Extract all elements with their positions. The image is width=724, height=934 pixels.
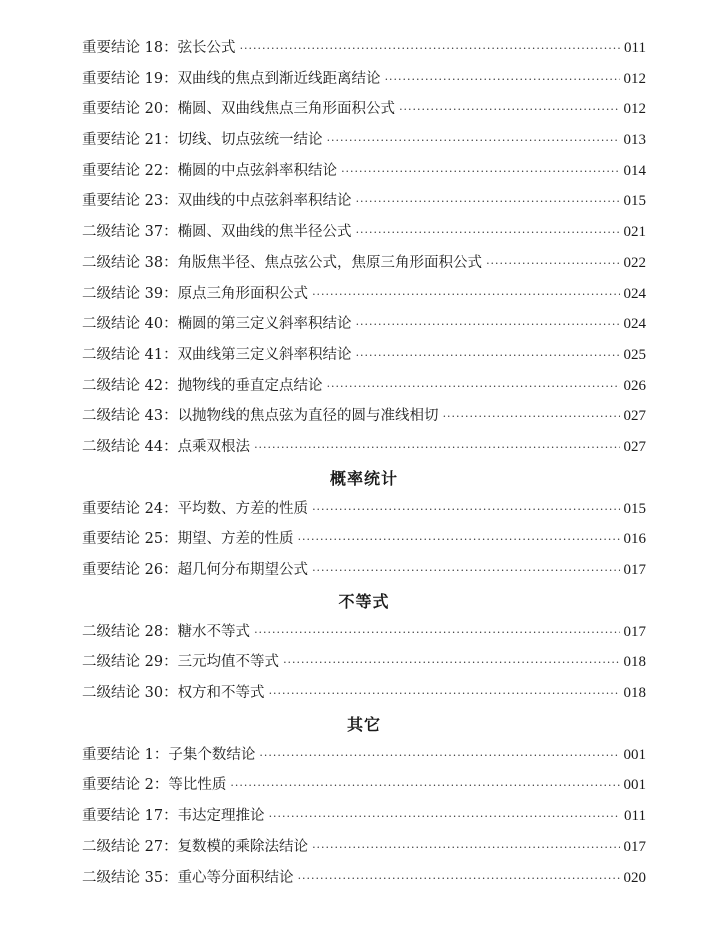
- toc-entry[interactable]: [82, 401, 646, 432]
- toc-dot-leader: [356, 341, 620, 372]
- toc-entry-separator: ：: [163, 838, 178, 855]
- toc-dot-leader: [327, 372, 620, 403]
- toc-entry[interactable]: [82, 125, 646, 156]
- toc-entry-label: 二级结论 30: [82, 685, 164, 702]
- toc-entry-label: 二级结论 40: [82, 316, 164, 333]
- toc-entry-separator: ：: [163, 654, 178, 671]
- toc-entry-separator: ：: [153, 777, 169, 794]
- toc-dot-leader: [486, 249, 619, 280]
- toc-page-number: 011: [624, 808, 646, 825]
- toc-entry-separator: ：: [163, 254, 178, 271]
- toc-entry-label: 重要结论 1: [82, 746, 154, 763]
- toc-dot-leader: [298, 525, 620, 556]
- toc-entry-label: 重要结论 18: [82, 40, 164, 56]
- toc-entry-label: 二级结论 35: [82, 869, 164, 886]
- toc-page-number: 018: [623, 654, 646, 671]
- toc-entry[interactable]: [82, 33, 646, 64]
- toc-page-number: 012: [623, 101, 646, 118]
- toc-entry-title: 重心等分面积结论: [177, 869, 294, 886]
- toc-entry-separator: ：: [163, 346, 178, 363]
- toc-entry[interactable]: [82, 64, 646, 95]
- toc-dot-leader: [298, 864, 620, 895]
- toc-entry-title: 抛物线的垂直定点结论: [177, 377, 323, 394]
- toc-page-number: 024: [623, 316, 646, 333]
- toc-entry-title: 等比性质: [168, 777, 227, 794]
- toc-entry[interactable]: [82, 156, 646, 187]
- toc-entry-title: 期望、方差的性质: [177, 531, 294, 548]
- toc-dot-leader: [443, 402, 620, 433]
- toc-entry-separator: ：: [163, 808, 178, 825]
- toc-dot-leader: [240, 34, 620, 65]
- toc-entry-separator: ：: [163, 531, 178, 548]
- toc-entry[interactable]: [82, 678, 646, 709]
- toc-entry-label: 二级结论 44: [82, 438, 164, 455]
- toc-page-number: 017: [623, 623, 646, 640]
- toc-entry[interactable]: [82, 494, 646, 525]
- toc-entry-title: 复数模的乘除法结论: [177, 838, 309, 855]
- toc-entry-label: 二级结论 27: [82, 838, 164, 855]
- toc-page-number: 027: [623, 438, 646, 455]
- toc-entry-label: 二级结论 42: [82, 377, 164, 394]
- toc-entry-title: 切线、切点弦统一结论: [177, 132, 323, 149]
- toc-entry-separator: ：: [163, 40, 178, 56]
- toc-page-number: 017: [623, 562, 646, 578]
- toc-entry-title: 三元均值不等式: [177, 654, 280, 671]
- toc-page-number: 013: [623, 132, 646, 149]
- toc-dot-leader: [230, 771, 619, 802]
- toc-page-number: 014: [623, 162, 646, 179]
- toc-entry-separator: ：: [163, 438, 178, 455]
- toc-entry-separator: ：: [163, 685, 178, 702]
- toc-page-number: 015: [623, 193, 646, 210]
- toc-entry-label: 二级结论 37: [82, 224, 164, 241]
- toc-entry-label: 重要结论 19: [82, 70, 164, 87]
- toc-entry[interactable]: [82, 770, 646, 801]
- toc-entry-label: 重要结论 17: [82, 808, 164, 825]
- toc-entry[interactable]: [82, 371, 646, 402]
- toc-entry-title: 点乘双根法: [177, 438, 251, 455]
- toc-entry-label: 重要结论 2: [82, 777, 154, 794]
- section-heading: 概率统计: [329, 468, 398, 488]
- toc-page-number: 024: [623, 285, 646, 302]
- toc-page-number: 011: [624, 40, 646, 56]
- toc-entry[interactable]: [82, 555, 646, 586]
- toc-entry-title: 糖水不等式: [177, 623, 251, 640]
- toc-dot-leader: [254, 618, 619, 649]
- toc-entry-title: 权方和不等式: [177, 685, 265, 702]
- toc-dot-leader: [356, 310, 620, 341]
- toc-entry-separator: ：: [163, 70, 178, 87]
- toc-entry-title: 双曲线第三定义斜率积结论: [177, 346, 352, 363]
- toc-page-number: 020: [623, 869, 646, 886]
- toc-entry[interactable]: [82, 617, 646, 648]
- toc-entry[interactable]: [82, 740, 646, 771]
- toc-page-number: 001: [623, 746, 646, 763]
- toc-entry[interactable]: [82, 524, 646, 555]
- toc-entry[interactable]: [82, 186, 646, 217]
- toc-entry-title: 子集个数结论: [168, 746, 256, 763]
- toc-entry-separator: ：: [163, 224, 178, 241]
- toc-entry-separator: ：: [163, 377, 178, 394]
- toc-entry-title: 角版焦半径、焦点弦公式，焦原三角形面积公式: [177, 254, 483, 271]
- toc-dot-leader: [312, 833, 619, 864]
- toc-entry-label: 二级结论 41: [82, 346, 164, 363]
- toc-entry-label: 二级结论 39: [82, 285, 164, 302]
- toc-page-number: 017: [623, 838, 646, 855]
- toc-entry-title: 双曲线的中点弦斜率积结论: [177, 193, 352, 210]
- toc-entry-label: 重要结论 21: [82, 132, 164, 149]
- toc-entry-separator: ：: [163, 101, 178, 118]
- toc-entry-separator: ：: [163, 285, 178, 302]
- toc-entry-separator: ：: [163, 623, 178, 640]
- toc-page-number: 012: [623, 70, 646, 87]
- table-of-contents: [82, 33, 646, 893]
- toc-entry-title: 椭圆的第三定义斜率积结论: [177, 316, 352, 333]
- toc-entry-title: 以抛物线的焦点弦为直径的圆与准线相切: [177, 408, 439, 425]
- toc-page-number: 001: [623, 777, 646, 794]
- toc-entry-title: 韦达定理推论: [177, 808, 265, 825]
- toc-entry-separator: ：: [163, 408, 178, 425]
- toc-entry-title: 平均数、方差的性质: [177, 500, 309, 517]
- toc-entry[interactable]: [82, 248, 646, 279]
- toc-page-number: 022: [623, 254, 646, 271]
- toc-entry-title: 原点三角形面积公式: [177, 285, 309, 302]
- section-heading: 其它: [346, 714, 381, 734]
- toc-entry[interactable]: [82, 340, 646, 371]
- toc-entry-title: 椭圆、双曲线的焦半径公式: [177, 224, 352, 241]
- toc-entry-label: 重要结论 24: [82, 500, 164, 517]
- toc-entry[interactable]: [82, 279, 646, 310]
- toc-dot-leader: [269, 679, 620, 710]
- toc-entry-label: 二级结论 38: [82, 254, 164, 271]
- toc-page-number: 018: [623, 685, 646, 702]
- toc-dot-leader: [312, 280, 619, 311]
- toc-entry-label: 二级结论 29: [82, 654, 164, 671]
- toc-entry-title: 椭圆、双曲线焦点三角形面积公式: [177, 101, 396, 118]
- toc-dot-leader: [269, 802, 620, 833]
- toc-dot-leader: [399, 95, 619, 126]
- toc-dot-leader: [312, 556, 619, 587]
- toc-entry-separator: ：: [163, 562, 178, 578]
- toc-page-number: 025: [623, 346, 646, 363]
- toc-dot-leader: [327, 126, 620, 157]
- toc-entry-separator: ：: [163, 869, 178, 886]
- toc-dot-leader: [312, 495, 619, 526]
- toc-entry-title: 双曲线的焦点到渐近线距离结论: [177, 70, 381, 87]
- toc-entry-separator: ：: [163, 316, 178, 333]
- toc-entry-label: 重要结论 23: [82, 193, 164, 210]
- toc-page-number: 015: [623, 500, 646, 517]
- toc-entry[interactable]: [82, 309, 646, 340]
- toc-dot-leader: [254, 433, 619, 464]
- toc-page-number: 021: [623, 224, 646, 241]
- toc-entry-label: 二级结论 43: [82, 408, 164, 425]
- toc-entry-label: 重要结论 26: [82, 562, 164, 578]
- toc-entry[interactable]: [82, 217, 646, 248]
- toc-page-number: 027: [623, 408, 646, 425]
- toc-entry-label: 二级结论 28: [82, 623, 164, 640]
- toc-entry-separator: ：: [163, 500, 178, 517]
- toc-entry[interactable]: [82, 801, 646, 832]
- toc-entry-title: 椭圆的中点弦斜率积结论: [177, 162, 338, 179]
- toc-dot-leader: [385, 65, 620, 96]
- toc-entry[interactable]: [82, 432, 646, 463]
- section-heading: 不等式: [338, 591, 390, 611]
- toc-dot-leader: [356, 187, 620, 218]
- toc-entry[interactable]: [82, 832, 646, 863]
- toc-entry-title: 超几何分布期望公式: [177, 562, 309, 578]
- toc-entry-label: 重要结论 20: [82, 101, 164, 118]
- toc-entry[interactable]: [82, 863, 646, 894]
- toc-page-number: 026: [623, 377, 646, 394]
- toc-entry[interactable]: [82, 94, 646, 125]
- toc-entry-separator: ：: [153, 746, 169, 763]
- toc-dot-leader: [356, 218, 620, 249]
- toc-entry-title: 弦长公式: [177, 40, 236, 56]
- toc-entry-label: 重要结论 22: [82, 162, 164, 179]
- toc-dot-leader: [259, 741, 619, 772]
- toc-entry-label: 重要结论 25: [82, 531, 164, 548]
- toc-entry-separator: ：: [163, 162, 178, 179]
- toc-entry-separator: ：: [163, 193, 178, 210]
- toc-entry-separator: ：: [163, 132, 178, 149]
- toc-dot-leader: [341, 157, 619, 188]
- toc-page-number: 016: [623, 531, 646, 548]
- toc-dot-leader: [283, 648, 619, 679]
- toc-entry[interactable]: [82, 647, 646, 678]
